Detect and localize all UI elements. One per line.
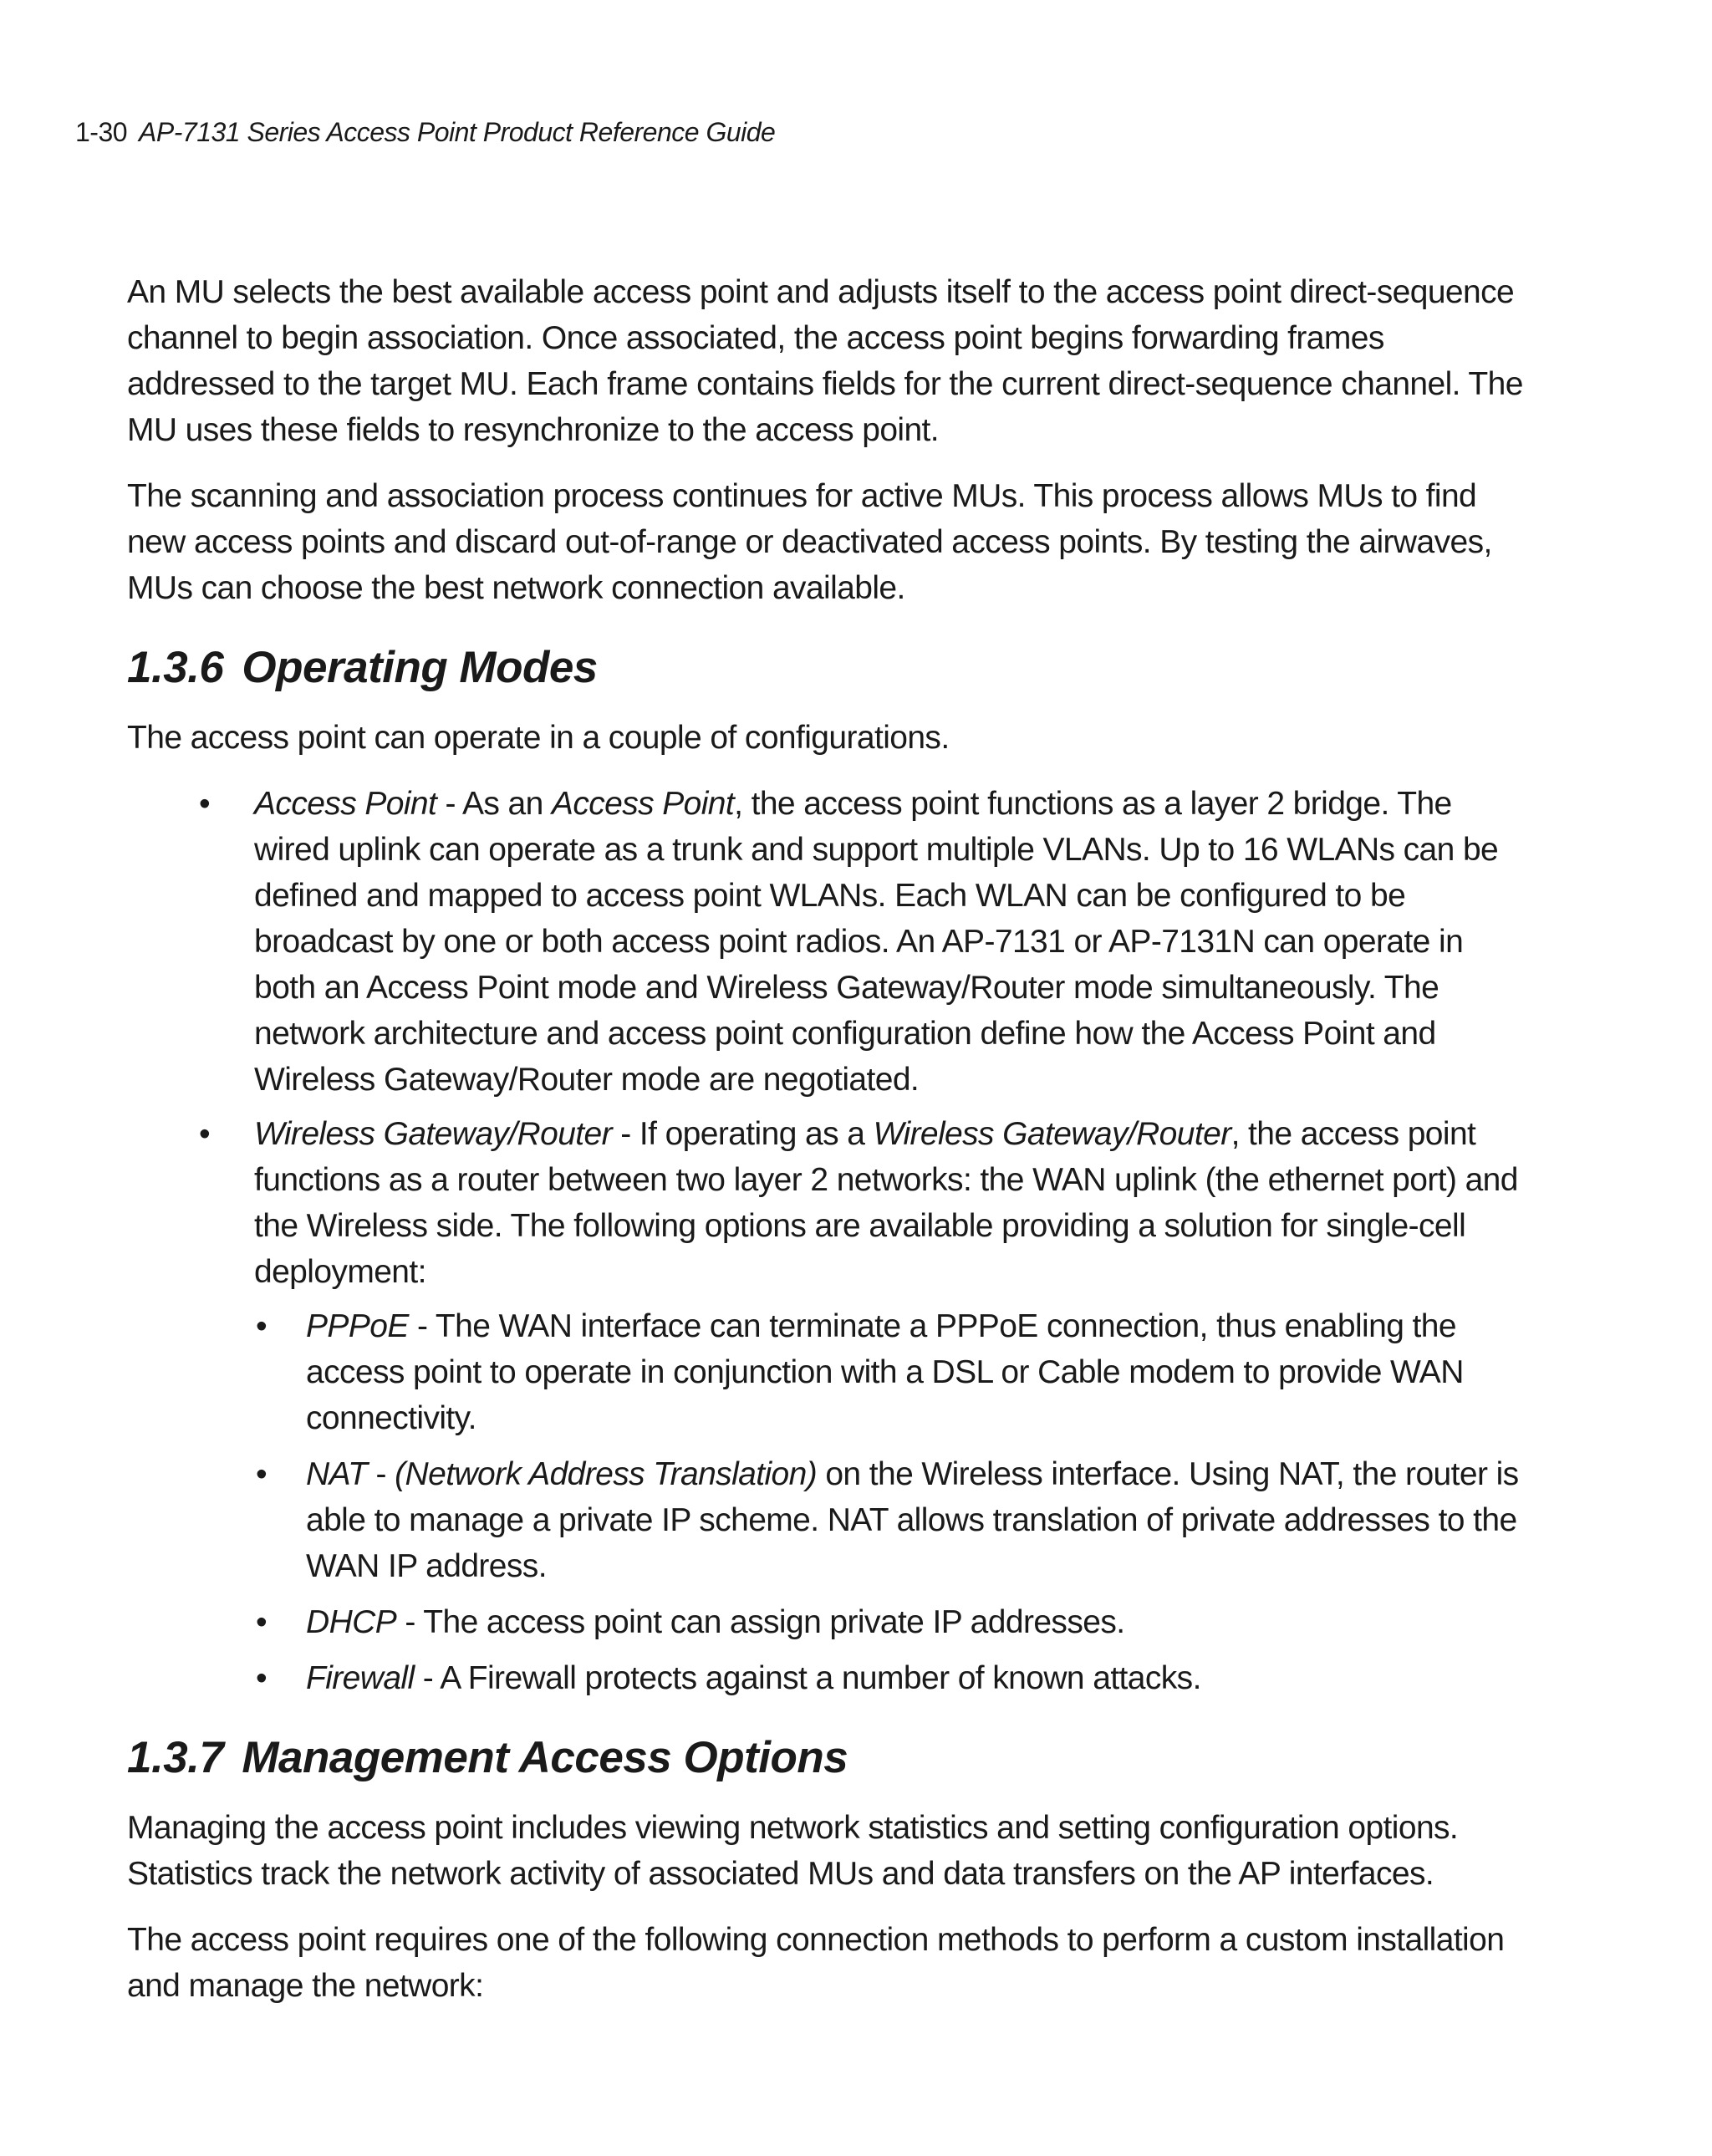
operating-modes-list	[127, 781, 1531, 1701]
term-separator: - As an	[436, 786, 552, 822]
section-heading-1-3-7	[127, 1730, 1531, 1786]
term-label-inline: Access Point	[551, 786, 735, 822]
bullet-icon: •	[199, 1116, 211, 1152]
page-content	[127, 269, 1531, 2029]
term-label-inline: (Network Address Translation)	[395, 1456, 818, 1492]
term-label: NAT	[306, 1456, 368, 1492]
list-item-wireless-gateway-router	[127, 1111, 1531, 1701]
bullet-icon: •	[256, 1660, 268, 1696]
term-separator: - If operating as a	[612, 1116, 874, 1152]
term-label-inline: Wireless Gateway/Router	[873, 1116, 1231, 1152]
list-item-access-point	[127, 781, 1531, 1103]
management-paragraph-1: Managing the access point includes viewing network statistics and setting configuration options. Statistics track the network activity of associated MUs and data transfers on the AP interfaces.	[127, 1810, 1459, 1892]
bullet-icon: •	[256, 1308, 268, 1344]
term-label: Wireless Gateway/Router	[254, 1116, 612, 1152]
list-item-text: - The WAN interface can terminate a PPPoE connection, thus enabling the access point to operate in conjunction with a DSL or Cable modem to provide WAN connectivity.	[306, 1308, 1464, 1436]
bullet-icon: •	[256, 1604, 268, 1640]
intro-paragraph-2: The scanning and association process continues for active MUs. This process allows MUs to find new access points and discard out-of-range or deactivated access points. By testing the airwaves, MUs can choose the best network connection available.	[127, 478, 1492, 606]
term-separator: -	[367, 1456, 395, 1492]
section-number: 1.3.6	[127, 643, 224, 692]
sub-item-nat	[254, 1451, 1531, 1589]
term-label: Access Point	[254, 786, 437, 822]
section-title: Management Access Options	[242, 1733, 848, 1782]
list-item-text: - A Firewall protects against a number of known attacks.	[414, 1660, 1201, 1696]
sub-item-dhcp	[254, 1599, 1531, 1645]
list-item-text: , the access point functions as a layer 2 bridge. The wired uplink can operate as a trunk and support multiple VLANs. Up to 16 WLANs can be defined and mapped to access point WLANs. Each WLAN can be configured to be broadcast by one or both access point radios. An AP-7131 or AP-7131N can operate in both an Access Point mode and Wireless Gateway/Router mode simultaneously. The network architecture and access point configuration define how the Access Point and Wireless Gateway/Router mode are negotiated.	[254, 786, 1499, 1098]
term-label: Firewall	[306, 1660, 415, 1696]
term-label: DHCP	[306, 1604, 397, 1640]
management-paragraph-2: The access point requires one of the following connection methods to perform a custom installation and manage the network:	[127, 1922, 1505, 2004]
section-title: Operating Modes	[242, 643, 598, 692]
bullet-icon: •	[199, 786, 211, 822]
list-item-text: - The access point can assign private IP addresses.	[396, 1604, 1125, 1640]
bullet-icon: •	[256, 1456, 268, 1492]
section-number: 1.3.7	[127, 1733, 224, 1782]
page-header	[75, 117, 775, 148]
intro-paragraph-1: An MU selects the best available access point and adjusts itself to the access point direct-sequence channel to begin association. Once associated, the access point begins forwarding frames addressed to the target MU. Each frame contains fields for the current direct-sequence channel. The MU uses these fields to resynchronize to the access point.	[127, 274, 1523, 448]
gateway-options-list	[254, 1303, 1531, 1701]
term-label: PPPoE	[306, 1308, 409, 1344]
section-heading-1-3-6	[127, 640, 1531, 696]
list-item-text: , the access point functions as a router between two layer 2 networks: the WAN uplink (the ethernet port) and the Wireless side. The following options are available providing a solution for single-cell deployment:	[254, 1116, 1518, 1290]
list-item-text: on the Wireless interface. Using NAT, the router is able to manage a private IP scheme. NAT allows translation of private addresses to the WAN IP address.	[306, 1456, 1519, 1584]
guide-title: AP-7131 Series Access Point Product Reference Guide	[139, 117, 776, 147]
operating-modes-intro: The access point can operate in a couple of configurations.	[127, 720, 950, 756]
sub-item-firewall	[254, 1655, 1531, 1701]
sub-item-pppoe	[254, 1303, 1531, 1441]
page-number: 1-30	[75, 117, 128, 147]
